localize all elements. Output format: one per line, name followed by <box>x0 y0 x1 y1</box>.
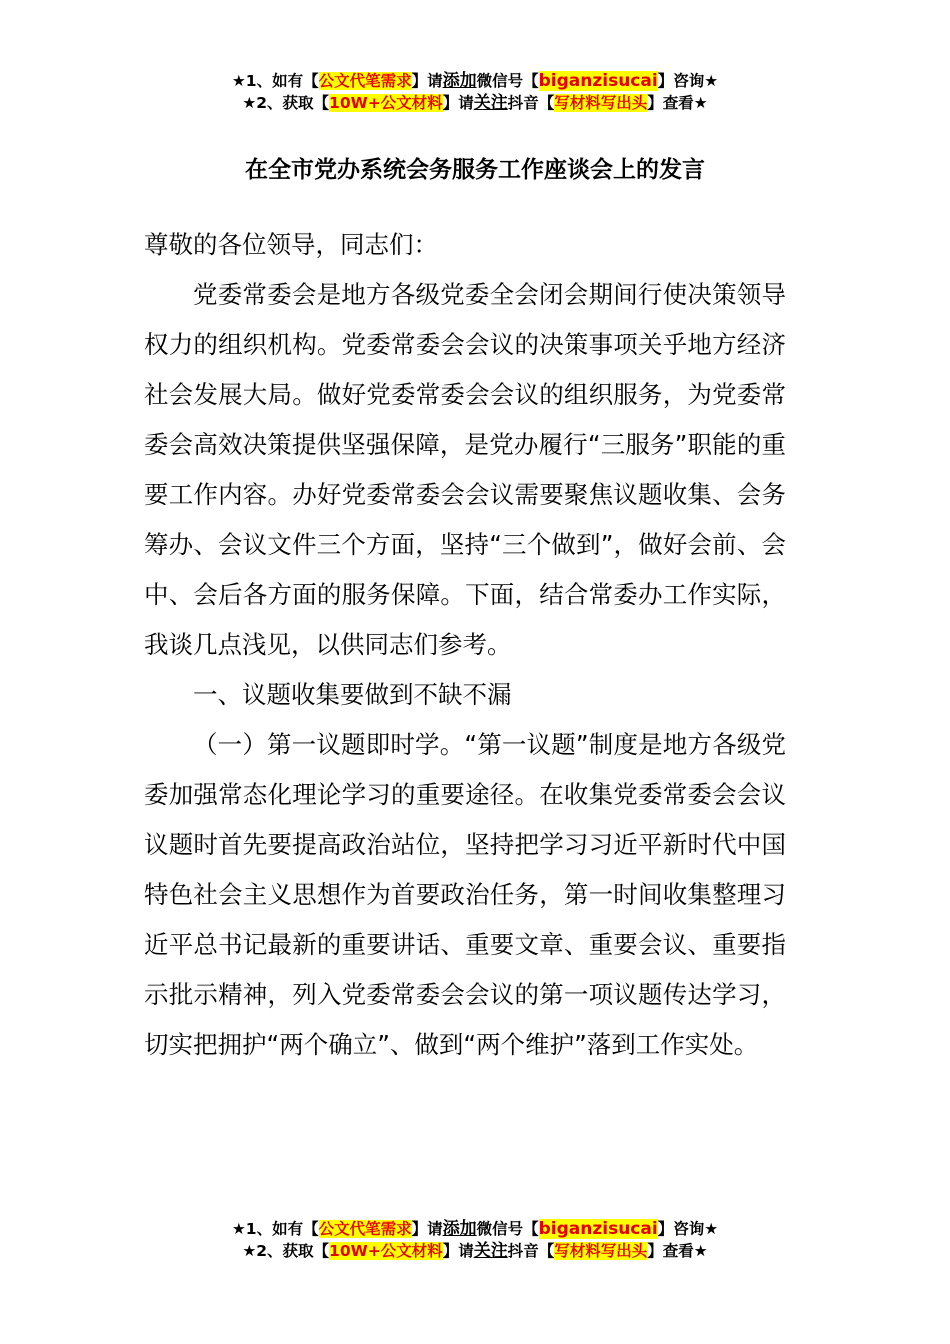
document-title: 在全市党办系统会务服务工作座谈会上的发言 <box>245 157 705 183</box>
footer-notice <box>0 1218 950 1262</box>
notice-highlight: 10W+公文材料 <box>329 1242 443 1260</box>
notice-line-2 <box>0 92 950 114</box>
notice-highlight: 公文代笔需求 <box>318 72 412 90</box>
notice-text: ★1、如有【 <box>231 1220 319 1238</box>
notice-emphasis: 关注 <box>473 93 508 113</box>
body-paragraph: 党委常委会是地方各级党委全会闭会期间行使决策领导权力的组织机构。党委常委会会议的决策事项关乎地方经济社会发展大局。做好党委常委会会议的组织服务，为党委常委会高效决策提供坚强保障，是党办履行“三服务”职能的重要工作内容。办好党委常委会会议需要聚焦议题收集、会务筹办、会议文件三个方面，坚持“三个做到”，做好会前、会中、会后各方面的服务保障。下面，结合常委办工作实际，我谈几点浅见，以供同志们参考。 <box>144 280 786 659</box>
notice-text: 】咨询★ <box>657 1220 719 1238</box>
notice-highlight: 写材料写出头 <box>554 1242 648 1260</box>
notice-text: 】请 <box>442 1242 474 1260</box>
header-notice <box>0 70 950 114</box>
notice-text: 微信号【 <box>476 72 539 90</box>
notice-text: 】请 <box>411 1220 443 1238</box>
section-heading: 一、议题收集要做到不缺不漏 <box>193 680 512 709</box>
notice-highlight: 10W+公文材料 <box>329 94 443 112</box>
notice-highlight: 写材料写出头 <box>554 94 648 112</box>
notice-text: 】请 <box>411 72 443 90</box>
notice-text: 】咨询★ <box>657 72 719 90</box>
notice-text: 】查看★ <box>647 94 708 112</box>
notice-text: 抖音【 <box>507 94 555 112</box>
notice-highlight: 公文代笔需求 <box>318 1220 412 1238</box>
notice-text: 】查看★ <box>647 1242 708 1260</box>
notice-highlight: biganzisucai <box>538 71 658 91</box>
notice-text: ★2、获取【 <box>242 94 330 112</box>
salutation: 尊敬的各位领导，同志们： <box>144 230 438 259</box>
notice-line-1 <box>0 70 950 92</box>
notice-text: 】请 <box>442 94 474 112</box>
notice-text: 微信号【 <box>476 1220 539 1238</box>
notice-text: 抖音【 <box>507 1242 555 1260</box>
notice-line-2 <box>0 1240 950 1262</box>
document-body <box>144 220 786 1070</box>
notice-emphasis: 添加 <box>442 1219 477 1239</box>
body-paragraph: （一）第一议题即时学。“第一议题”制度是地方各级党委加强常态化理论学习的重要途径。在收集党委常委会会议议题时首先要提高政治站位，坚持把学习习近平新时代中国特色社会主义思想作为首要政治任务，第一时间收集整理习近平总书记最新的重要讲话、重要文章、重要会议、重要指示批示精神，列入党委常委会会议的第一项议题传达学习，切实把拥护“两个确立”、做到“两个维护”落到工作实处。 <box>144 730 786 1059</box>
notice-line-1 <box>0 1218 950 1240</box>
notice-text: ★1、如有【 <box>231 72 319 90</box>
notice-highlight: biganzisucai <box>538 1219 658 1239</box>
notice-emphasis: 添加 <box>442 71 477 91</box>
notice-emphasis: 关注 <box>473 1241 508 1261</box>
notice-text: ★2、获取【 <box>242 1242 330 1260</box>
